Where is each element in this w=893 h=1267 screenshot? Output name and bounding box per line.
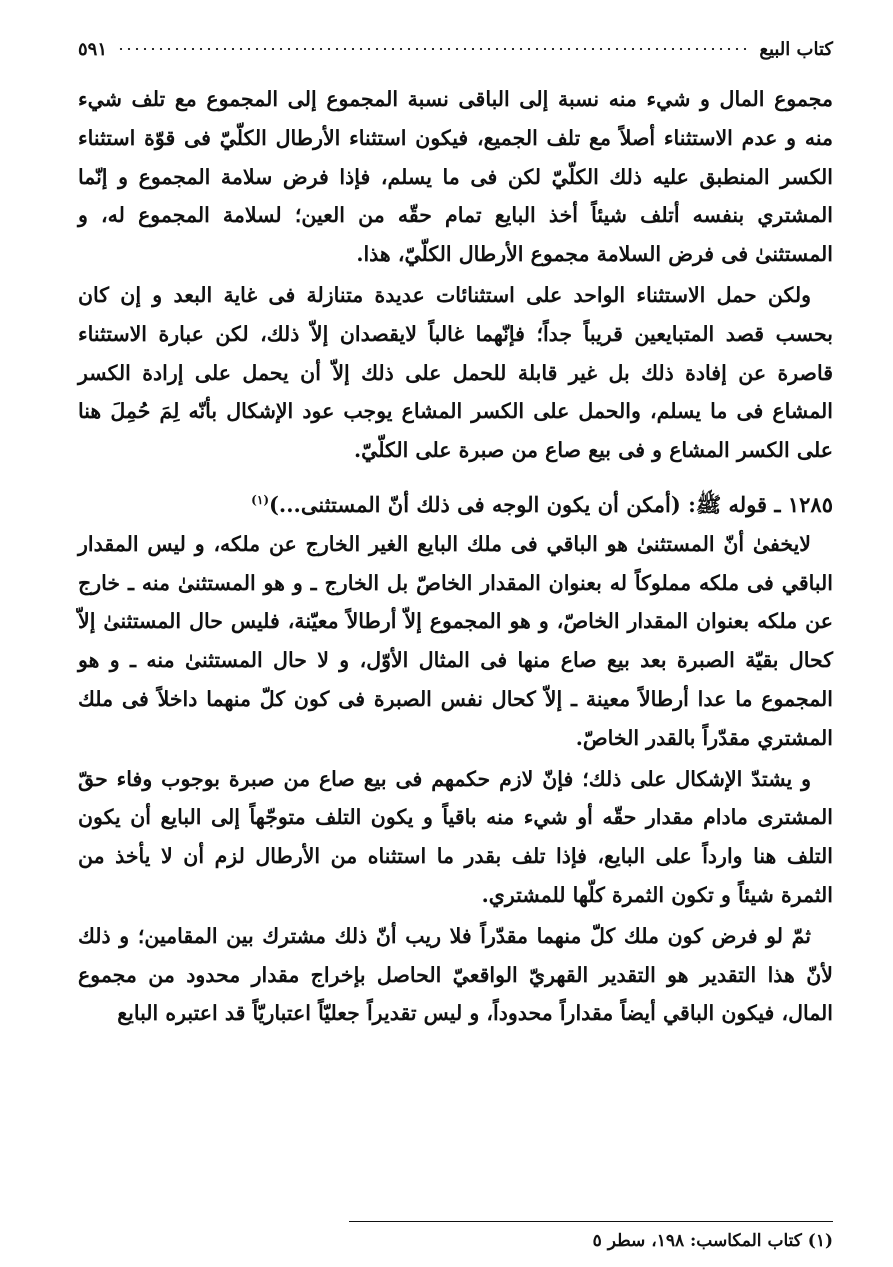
footnote-separator bbox=[349, 1221, 833, 1222]
header-dot-leader bbox=[117, 48, 749, 50]
section-heading bbox=[78, 486, 833, 525]
paragraph: مجموع المال و شيء منه نسبة إلى الباقى نسبة المجموع إلى المجموع مع تلف شيء منه و عدم الاستثناء أصلاً مع تلف الجميع، فيكون استثناء الأرطال الكلّيّ فى قوّة استثناء الكسر المنطبق عليه ذلك الكلّيّ لكن فى ما يسلم، فإذا فرض سلامة المجموع و إنّما المشتري بنفسه أتلف شيئاً أخذ البايع تمام حقّه من العين؛ لسلامة المجموع له، و المستثنىٰ فى فرض السلامة مجموع الأرطال الكلّيّ، هذا. bbox=[78, 87, 833, 267]
paragraph: ثمّ لو فرض كون ملك كلّ منهما مقدّراً فلا ريب أنّ ذلك مشترك بين المقامين؛ و ذلك لأنّ هذا التقدير هو التقدير القهريّ الواقعيّ الحاصل بإخراج مقدار محدود من مجموع المال، فيكون الباقي أيضاً مقداراً محدوداً، و ليس تقديراً جعليّاً اعتباريّاً قد اعتبره البايع bbox=[78, 923, 833, 1026]
paragraph: و يشتدّ الإشكال على ذلك؛ فإنّ لازم حكمهم فى بيع صاع من صبرة بوجوب وفاء حقّ المشترى مادام مقدار حقّه أو شيء منه باقياً و يكون التلف متوجّهاً إلى البايع أن يكون التلف هنا وارداً على البايع، فإذا تلف بقدر ما استثناه من الأرطال لزم أن لا يأخذ من الثمرة شيئاً و تكون الثمرة كلّها للمشتري. bbox=[78, 766, 833, 907]
paragraph: ولكن حمل الاستثناء الواحد على استثنائات عديدة متنازلة فى غاية البعد و إن كان بحسب قصد المتبايعين قريباً جداً؛ فإنّهما غالباً لايقصدان إلاّ ذلك، لكن عبارة الاستثناء قاصرة عن إفادة ذلك بل غير قابلة للحمل على ذلك إلاّ أن يحمل على إرادة الكسر المشاع فى ما يسلم، والحمل على الكسر المشاع يوجب عود الإشكال بأنّه لِمَ حُمِلَ هنا على الكسر المشاع و فى بيع صاع من صبرة على الكلّيّ. bbox=[78, 282, 833, 463]
chapter-title: كتاب البيع bbox=[759, 38, 833, 60]
footnote: (١) كتاب المكاسب: ١٩٨، سطر ٥ bbox=[592, 1231, 833, 1251]
paragraph: لايخفىٰ أنّ المستثنىٰ هو الباقي فى ملك البايع الغير الخارج عن ملكه، و ليس المقدار الباقي فى ملكه مملوكاً له بعنوان المقدار الخاصّ بل الخارج ـ و هو المستثنىٰ منه ـ خارج عن ملكه بعنوان المقدار الخاصّ، و هو المجموع إلاّ أرطالاً معيّنة، فليس حال المستثنىٰ إلاّ كحال بقيّة الصبرة بعد بيع صاع منها فى المثال الأوّل، و لا حال المستثنىٰ منه ـ و هو المجموع ما عدا أرطالاً معينة ـ إلاّ كحال نفس الصبرة فى كون كلّ منهما داخلاً فى ملك المشتري مقدّراً بالقدر الخاصّ. bbox=[78, 531, 833, 750]
section-heading-text: ١٢٨٥ ـ قوله ﷺ: (أمكن أن يكون الوجه فى ذلك أنّ المستثنى...) bbox=[269, 491, 833, 517]
running-header bbox=[78, 34, 833, 64]
main-text bbox=[78, 80, 833, 1033]
page-number: ٥٩١ bbox=[78, 38, 108, 60]
footnote-marker: (١) bbox=[251, 492, 269, 507]
